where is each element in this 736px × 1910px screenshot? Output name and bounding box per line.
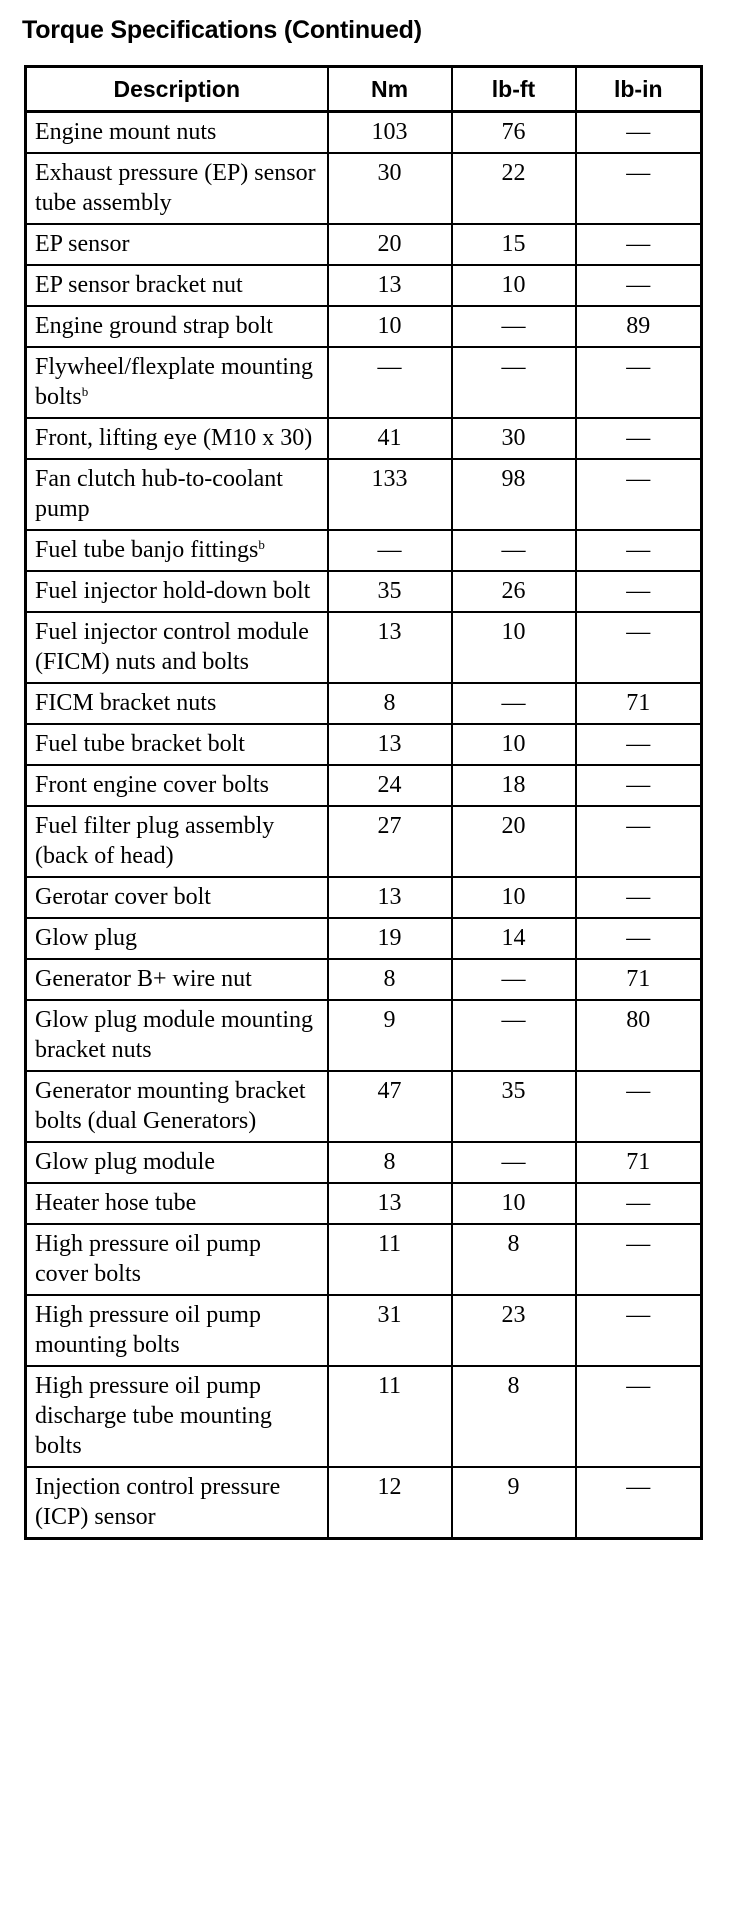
description-cell: [26, 1000, 328, 1071]
page-title: Torque Specifications (Continued): [22, 16, 422, 44]
lb-ft-cell: 30: [452, 418, 576, 459]
lb-ft-cell: —: [452, 306, 576, 347]
table-row: [26, 724, 702, 765]
lb-ft-cell: —: [452, 347, 576, 418]
table-row: [26, 683, 702, 724]
table-row: [26, 765, 702, 806]
description-text: EP sensor: [35, 231, 130, 257]
description-cell: [26, 306, 328, 347]
description-cell: [26, 1183, 328, 1224]
description-cell: [26, 1142, 328, 1183]
column-header-description: Description: [26, 67, 328, 112]
lb-in-cell: —: [576, 224, 702, 265]
description-cell: [26, 806, 328, 877]
footnote-marker: b: [258, 537, 265, 552]
table-row: [26, 153, 702, 224]
table-row: [26, 1224, 702, 1295]
column-header-nm: Nm: [328, 67, 452, 112]
description-cell: [26, 224, 328, 265]
description-cell: [26, 918, 328, 959]
nm-cell: —: [328, 530, 452, 571]
description-cell: [26, 765, 328, 806]
lb-ft-cell: 22: [452, 153, 576, 224]
description-cell: [26, 1295, 328, 1366]
description-cell: [26, 1224, 328, 1295]
description-text: High pressure oil pump cover bolts: [35, 1231, 261, 1287]
lb-in-cell: —: [576, 918, 702, 959]
lb-ft-cell: —: [452, 1142, 576, 1183]
table-row: [26, 306, 702, 347]
nm-cell: 41: [328, 418, 452, 459]
lb-in-cell: —: [576, 1366, 702, 1467]
table-row: [26, 877, 702, 918]
lb-ft-cell: 15: [452, 224, 576, 265]
nm-cell: 13: [328, 265, 452, 306]
nm-cell: 13: [328, 1183, 452, 1224]
description-cell: [26, 612, 328, 683]
nm-cell: 133: [328, 459, 452, 530]
description-text: Fuel filter plug assembly (back of head): [35, 813, 275, 869]
nm-cell: 103: [328, 112, 452, 154]
description-cell: [26, 530, 328, 571]
lb-ft-cell: 20: [452, 806, 576, 877]
table-header-row: [26, 67, 702, 112]
lb-ft-cell: 9: [452, 1467, 576, 1539]
description-cell: [26, 724, 328, 765]
lb-ft-cell: 14: [452, 918, 576, 959]
lb-in-cell: —: [576, 347, 702, 418]
nm-cell: 24: [328, 765, 452, 806]
lb-in-cell: —: [576, 1295, 702, 1366]
description-text: Glow plug module: [35, 1149, 215, 1175]
description-text: Engine ground strap bolt: [35, 313, 273, 339]
description-text: Gerotar cover bolt: [35, 884, 211, 910]
lb-ft-cell: 10: [452, 265, 576, 306]
lb-ft-cell: —: [452, 530, 576, 571]
nm-cell: 20: [328, 224, 452, 265]
table-row: [26, 806, 702, 877]
lb-in-cell: —: [576, 112, 702, 154]
table-row: [26, 530, 702, 571]
nm-cell: 13: [328, 877, 452, 918]
description-text: High pressure oil pump discharge tube mounting bolts: [35, 1373, 272, 1459]
description-text: Flywheel/flexplate mounting bolts: [35, 354, 313, 410]
table-row: [26, 612, 702, 683]
lb-ft-cell: —: [452, 959, 576, 1000]
lb-ft-cell: 98: [452, 459, 576, 530]
table-row: [26, 224, 702, 265]
lb-ft-cell: 8: [452, 1366, 576, 1467]
lb-in-cell: 71: [576, 683, 702, 724]
lb-ft-cell: 18: [452, 765, 576, 806]
description-cell: [26, 153, 328, 224]
nm-cell: 11: [328, 1224, 452, 1295]
description-text: Fuel tube bracket bolt: [35, 731, 245, 757]
lb-in-cell: —: [576, 571, 702, 612]
table-row: [26, 347, 702, 418]
description-cell: [26, 571, 328, 612]
description-text: FICM bracket nuts: [35, 690, 217, 716]
description-text: Front engine cover bolts: [35, 772, 269, 798]
description-text: Front, lifting eye (M10 x 30): [35, 425, 313, 451]
table-row: [26, 1295, 702, 1366]
description-text: Glow plug module mounting bracket nuts: [35, 1007, 313, 1063]
lb-in-cell: —: [576, 1071, 702, 1142]
table-row: [26, 1467, 702, 1539]
nm-cell: 31: [328, 1295, 452, 1366]
description-text: Generator B+ wire nut: [35, 966, 252, 992]
nm-cell: 8: [328, 959, 452, 1000]
description-cell: [26, 1467, 328, 1539]
lb-in-cell: —: [576, 265, 702, 306]
nm-cell: 8: [328, 1142, 452, 1183]
description-text: Fuel injector control module (FICM) nuts and bolts: [35, 619, 309, 675]
description-cell: [26, 459, 328, 530]
column-header-lb-in: lb-in: [576, 67, 702, 112]
lb-in-cell: —: [576, 1467, 702, 1539]
description-cell: [26, 683, 328, 724]
description-text: High pressure oil pump mounting bolts: [35, 1302, 261, 1358]
description-text: Generator mounting bracket bolts (dual Generators): [35, 1078, 306, 1134]
table-row: [26, 918, 702, 959]
lb-in-cell: —: [576, 724, 702, 765]
nm-cell: 35: [328, 571, 452, 612]
nm-cell: 11: [328, 1366, 452, 1467]
table-row: [26, 459, 702, 530]
nm-cell: 8: [328, 683, 452, 724]
lb-ft-cell: 23: [452, 1295, 576, 1366]
table-row: [26, 265, 702, 306]
nm-cell: 9: [328, 1000, 452, 1071]
description-text: Fan clutch hub-to-coolant pump: [35, 466, 283, 522]
description-cell: [26, 418, 328, 459]
table-row: [26, 418, 702, 459]
nm-cell: 47: [328, 1071, 452, 1142]
lb-in-cell: —: [576, 612, 702, 683]
description-text: Fuel injector hold-down bolt: [35, 578, 311, 604]
lb-in-cell: —: [576, 418, 702, 459]
description-text: Glow plug: [35, 925, 137, 951]
table-row: [26, 571, 702, 612]
lb-in-cell: —: [576, 530, 702, 571]
lb-in-cell: —: [576, 153, 702, 224]
description-cell: [26, 112, 328, 154]
nm-cell: 13: [328, 612, 452, 683]
lb-in-cell: —: [576, 1183, 702, 1224]
lb-ft-cell: 10: [452, 877, 576, 918]
torque-spec-table: [24, 65, 703, 1540]
table-row: [26, 112, 702, 154]
description-text: Engine mount nuts: [35, 119, 217, 145]
nm-cell: 19: [328, 918, 452, 959]
lb-ft-cell: 10: [452, 724, 576, 765]
lb-in-cell: 80: [576, 1000, 702, 1071]
lb-ft-cell: 26: [452, 571, 576, 612]
description-cell: [26, 1366, 328, 1467]
lb-in-cell: 71: [576, 1142, 702, 1183]
nm-cell: —: [328, 347, 452, 418]
nm-cell: 12: [328, 1467, 452, 1539]
table-row: [26, 1183, 702, 1224]
table-row: [26, 1071, 702, 1142]
lb-in-cell: —: [576, 765, 702, 806]
lb-ft-cell: 8: [452, 1224, 576, 1295]
description-text: Exhaust pressure (EP) sensor tube assembly: [35, 160, 316, 216]
lb-ft-cell: 76: [452, 112, 576, 154]
table-row: [26, 1142, 702, 1183]
footnote-marker: b: [81, 384, 89, 399]
lb-in-cell: —: [576, 806, 702, 877]
lb-in-cell: —: [576, 1224, 702, 1295]
description-text: Fuel tube banjo fittings: [35, 537, 259, 563]
nm-cell: 10: [328, 306, 452, 347]
description-cell: [26, 959, 328, 1000]
description-text: Injection control pressure (ICP) sensor: [35, 1474, 281, 1530]
description-text: EP sensor bracket nut: [35, 272, 243, 298]
nm-cell: 13: [328, 724, 452, 765]
lb-in-cell: 71: [576, 959, 702, 1000]
lb-ft-cell: —: [452, 1000, 576, 1071]
table-row: [26, 1366, 702, 1467]
table-row: [26, 1000, 702, 1071]
description-cell: [26, 1071, 328, 1142]
lb-in-cell: —: [576, 459, 702, 530]
description-text: Heater hose tube: [35, 1190, 197, 1216]
description-cell: [26, 877, 328, 918]
lb-ft-cell: 35: [452, 1071, 576, 1142]
table-row: [26, 959, 702, 1000]
column-header-lb-ft: lb-ft: [452, 67, 576, 112]
nm-cell: 30: [328, 153, 452, 224]
lb-ft-cell: 10: [452, 1183, 576, 1224]
nm-cell: 27: [328, 806, 452, 877]
description-cell: [26, 347, 328, 418]
description-cell: [26, 265, 328, 306]
lb-in-cell: 89: [576, 306, 702, 347]
lb-ft-cell: 10: [452, 612, 576, 683]
lb-ft-cell: —: [452, 683, 576, 724]
table-body: [26, 112, 702, 1539]
lb-in-cell: —: [576, 877, 702, 918]
